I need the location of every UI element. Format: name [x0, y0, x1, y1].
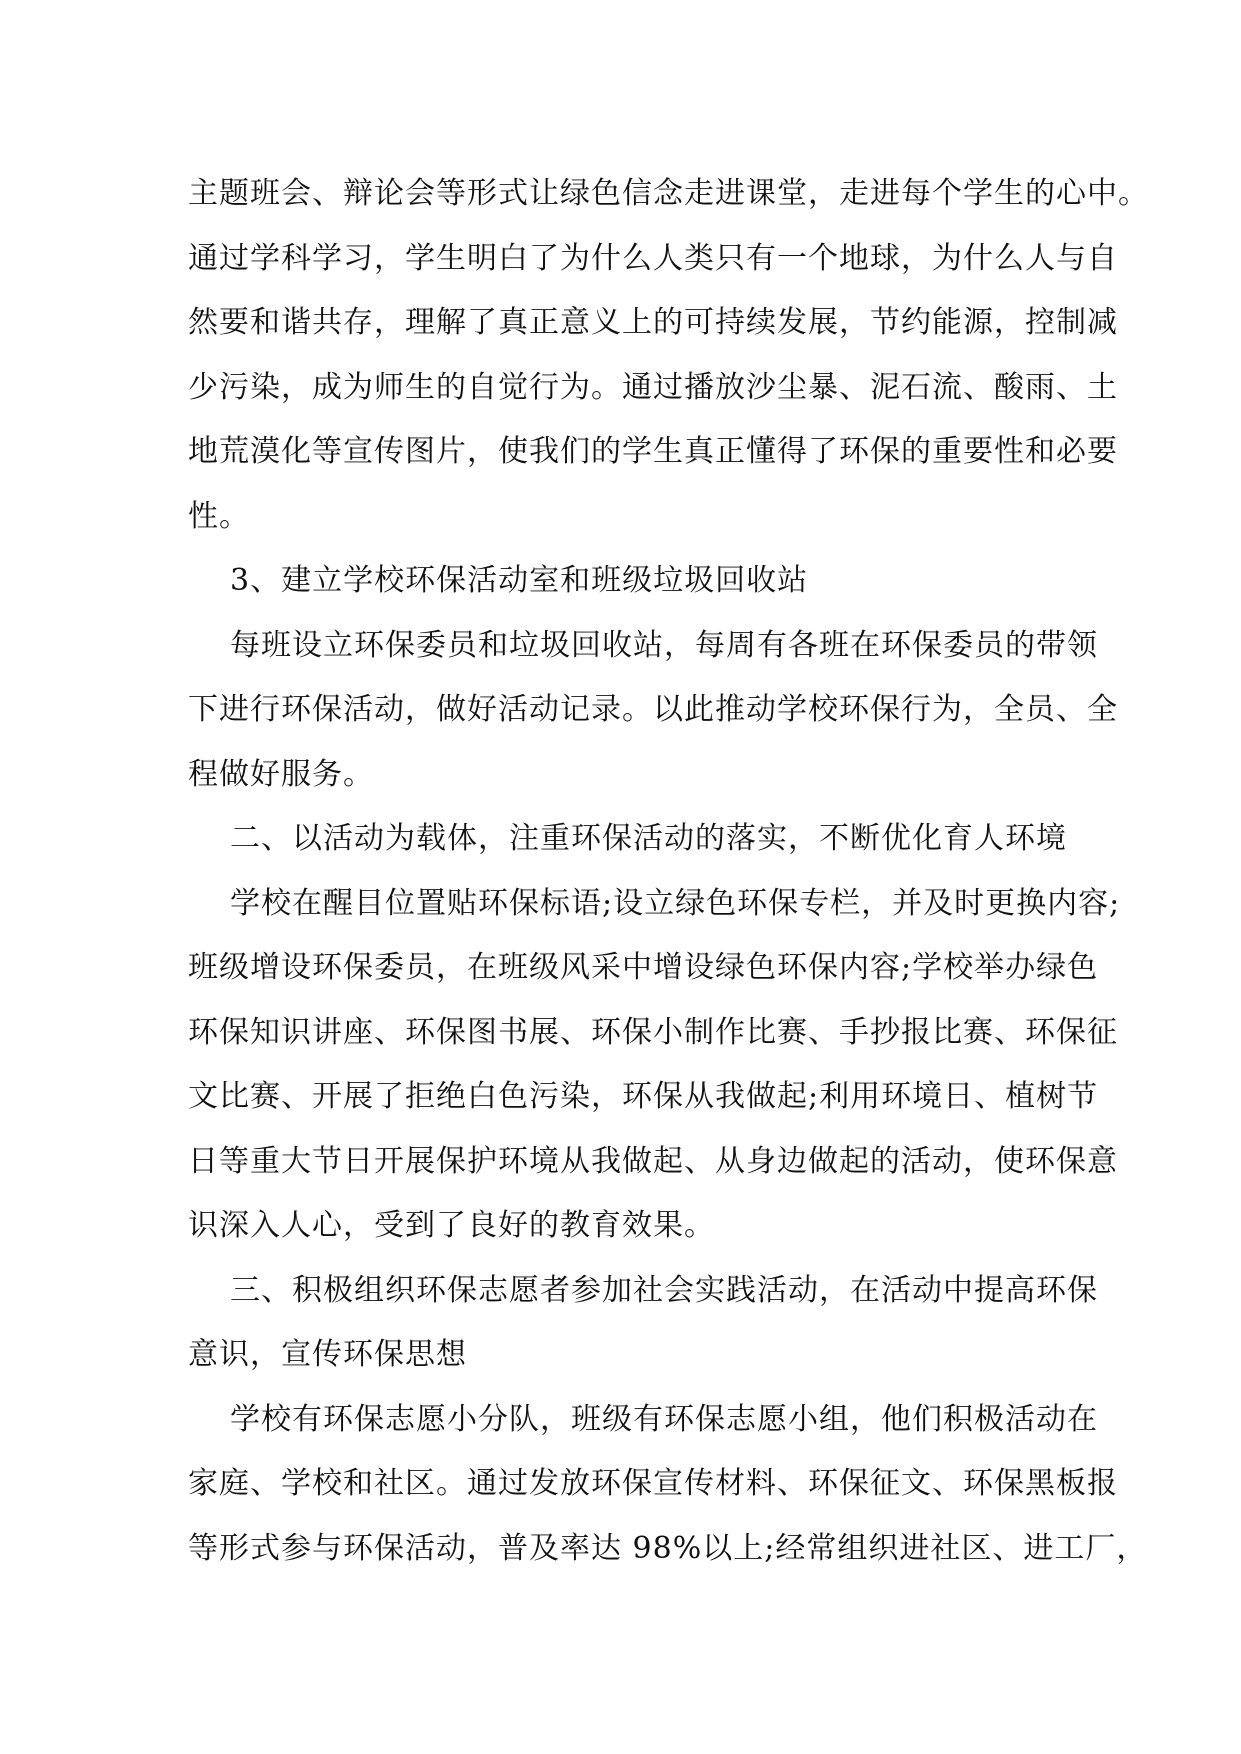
text-line: 地荒漠化等宣传图片，使我们的学生真正懂得了环保的重要性和必要: [188, 434, 1118, 469]
text-line: 等形式参与环保活动，普及率达 98%以上;经常组织进社区、进工厂，: [188, 1530, 1148, 1566]
section-heading: 二、以活动为载体，注重环保活动的落实，不断优化育人环境: [230, 821, 1067, 856]
text-line: 每班设立环保委员和垃圾回收站，每周有各班在环保委员的带领: [230, 627, 1098, 663]
text-line: 班级增设环保委员，在班级风采中增设绿色环保内容;学校举办绿色: [188, 950, 1099, 985]
text-line: 少污染，成为师生的自觉行为。通过播放沙尘暴、泥石流、酸雨、土: [188, 369, 1118, 405]
text-line: 然要和谐共存，理解了真正意义上的可持续发展，节约能源，控制减: [188, 305, 1118, 340]
text-line: 性。: [188, 498, 250, 534]
text-line: 文比赛、开展了拒绝白色污染，环保从我做起;利用环境日、植树节: [188, 1079, 1099, 1114]
text-line: 学校在醒目位置贴环保标语;设立绿色环保专栏，并及时更换内容;: [230, 885, 1121, 921]
text-line: 日等重大节日开展保护环境从我做起、从身边做起的活动，使环保意: [188, 1143, 1118, 1179]
text-line: 下进行环保活动，做好活动记录。以此推动学校环保行为，全员、全: [188, 692, 1118, 727]
text-line: 识深入人心，受到了良好的教育效果。: [188, 1208, 715, 1243]
text-line: 通过学科学习，学生明白了为什么人类只有一个地球，为什么人与自: [188, 240, 1118, 276]
text-line: 主题班会、辩论会等形式让绿色信念走进课堂，走进每个学生的心中。: [188, 176, 1149, 211]
text-line: 学校有环保志愿小分队，班级有环保志愿小组，他们积极活动在: [230, 1401, 1098, 1437]
text-line: 意识，宣传环保思想: [188, 1337, 467, 1372]
section-heading: 3、建立学校环保活动室和班级垃圾回收站: [230, 563, 809, 598]
text-line: 家庭、学校和社区。通过发放环保宣传材料、环保征文、环保黑板报: [188, 1466, 1118, 1501]
section-heading: 三、积极组织环保志愿者参加社会实践活动，在活动中提高环保: [230, 1272, 1098, 1308]
document-body: [188, 162, 1149, 1581]
text-line: 程做好服务。: [188, 756, 374, 792]
text-line: 环保知识讲座、环保图书展、环保小制作比赛、手抄报比赛、环保征: [188, 1014, 1118, 1050]
